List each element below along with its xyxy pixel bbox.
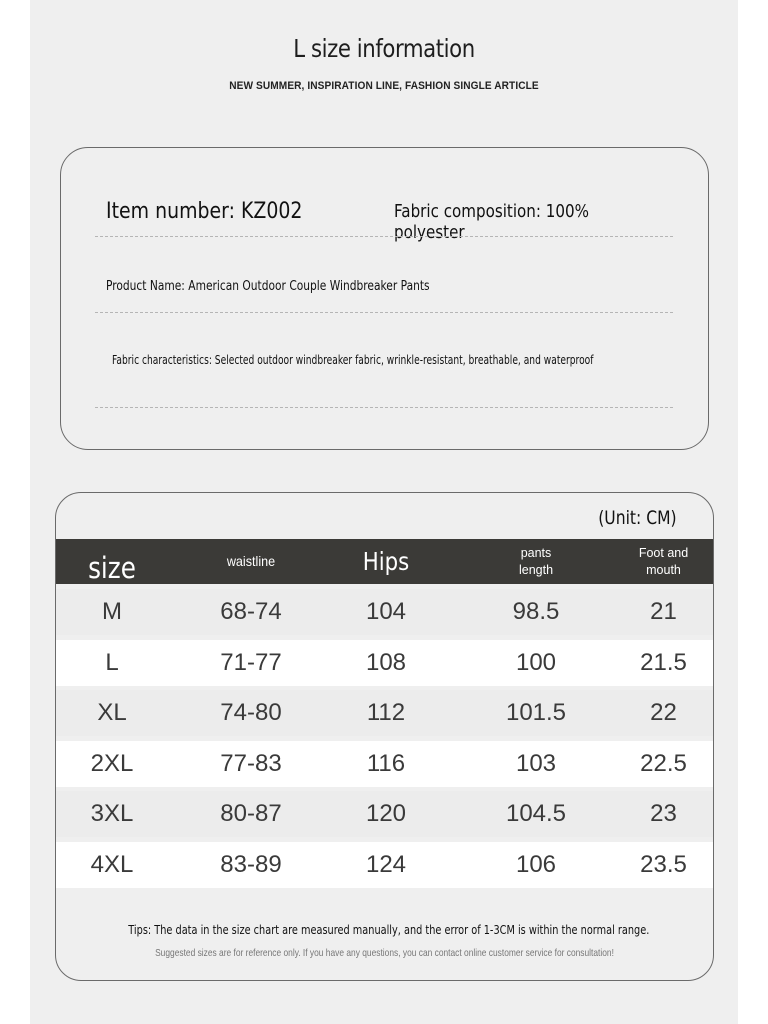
table-row [56, 741, 713, 787]
unit-label: (Unit: CM) [598, 507, 677, 529]
product-info-card [60, 147, 709, 450]
fabric-composition: Fabric composition: 100% polyester [394, 201, 590, 243]
cell-foot-mouth: 22.5 [640, 749, 687, 777]
fabric-characteristics: Fabric characteristics: Selected outdoor windbreaker fabric, wrinkle-resistant, breathable, and waterproof [112, 353, 594, 367]
cell-foot-mouth: 21.5 [640, 648, 687, 676]
header-pants-length-line2: length [518, 562, 554, 577]
divider [95, 407, 673, 408]
header-size: size [88, 551, 136, 585]
cell-foot-mouth: 21 [650, 598, 677, 625]
header-waistline: waistline [226, 553, 276, 569]
cell-waistline: 74-80 [220, 699, 282, 726]
cell-waistline: 68-74 [220, 598, 282, 625]
table-row [56, 640, 713, 686]
cell-hips: 108 [365, 648, 407, 676]
page-title: L size information [293, 34, 475, 63]
cell-pants-length: 106 [515, 850, 557, 878]
cell-size: 4XL [90, 850, 134, 878]
cell-waistline: 77-83 [220, 749, 282, 777]
cell-size: M [102, 598, 122, 625]
cell-hips: 116 [366, 749, 406, 777]
table-body [56, 589, 713, 892]
item-number: Item number: KZ002 [106, 199, 303, 224]
cell-size: XL [97, 699, 127, 726]
cell-hips: 112 [366, 699, 406, 726]
cell-hips: 104 [365, 598, 407, 625]
header-pants-length [471, 539, 601, 584]
header-foot-mouth-line2: mouth [646, 562, 681, 577]
cell-pants-length: 100 [515, 648, 557, 676]
table-row [56, 690, 713, 736]
cell-hips: 124 [365, 850, 407, 878]
cell-foot-mouth: 23.5 [640, 850, 687, 878]
page-background [30, 0, 738, 1024]
size-chart-card [55, 492, 714, 981]
size-suggestion-note: Suggested sizes are for reference only. If you have any questions, you can contact online customer service for consultation! [155, 947, 614, 959]
header-pants-length-line1: pants [520, 545, 552, 560]
cell-waistline: 80-87 [220, 800, 282, 827]
cell-pants-length: 98.5 [512, 598, 560, 625]
cell-size: L [105, 648, 119, 676]
divider [95, 236, 673, 237]
cell-waistline: 83-89 [220, 850, 282, 878]
cell-size: 3XL [90, 800, 134, 827]
cell-pants-length: 104.5 [505, 800, 567, 827]
product-name: Product Name: American Outdoor Couple Windbreaker Pants [106, 279, 430, 294]
cell-pants-length: 103 [515, 749, 557, 777]
divider [95, 312, 673, 313]
measurement-tips: Tips: The data in the size chart are measured manually, and the error of 1-3CM is within the normal range. [128, 922, 650, 937]
header-foot-mouth [601, 539, 714, 584]
cell-pants-length: 101.5 [505, 699, 567, 726]
cell-waistline: 71-77 [220, 648, 282, 676]
header-hips: Hips [362, 547, 410, 576]
page-subtitle: NEW SUMMER, INSPIRATION LINE, FASHION SINGLE ARTICLE [229, 80, 539, 92]
cell-foot-mouth: 23 [650, 800, 677, 827]
cell-hips: 120 [365, 800, 407, 827]
table-row [56, 791, 713, 837]
table-row [56, 589, 713, 635]
header-foot-mouth-line1: Foot and [638, 545, 689, 560]
table-header [56, 539, 713, 584]
table-row [56, 842, 713, 888]
cell-size: 2XL [90, 749, 134, 777]
cell-foot-mouth: 22 [650, 699, 677, 726]
